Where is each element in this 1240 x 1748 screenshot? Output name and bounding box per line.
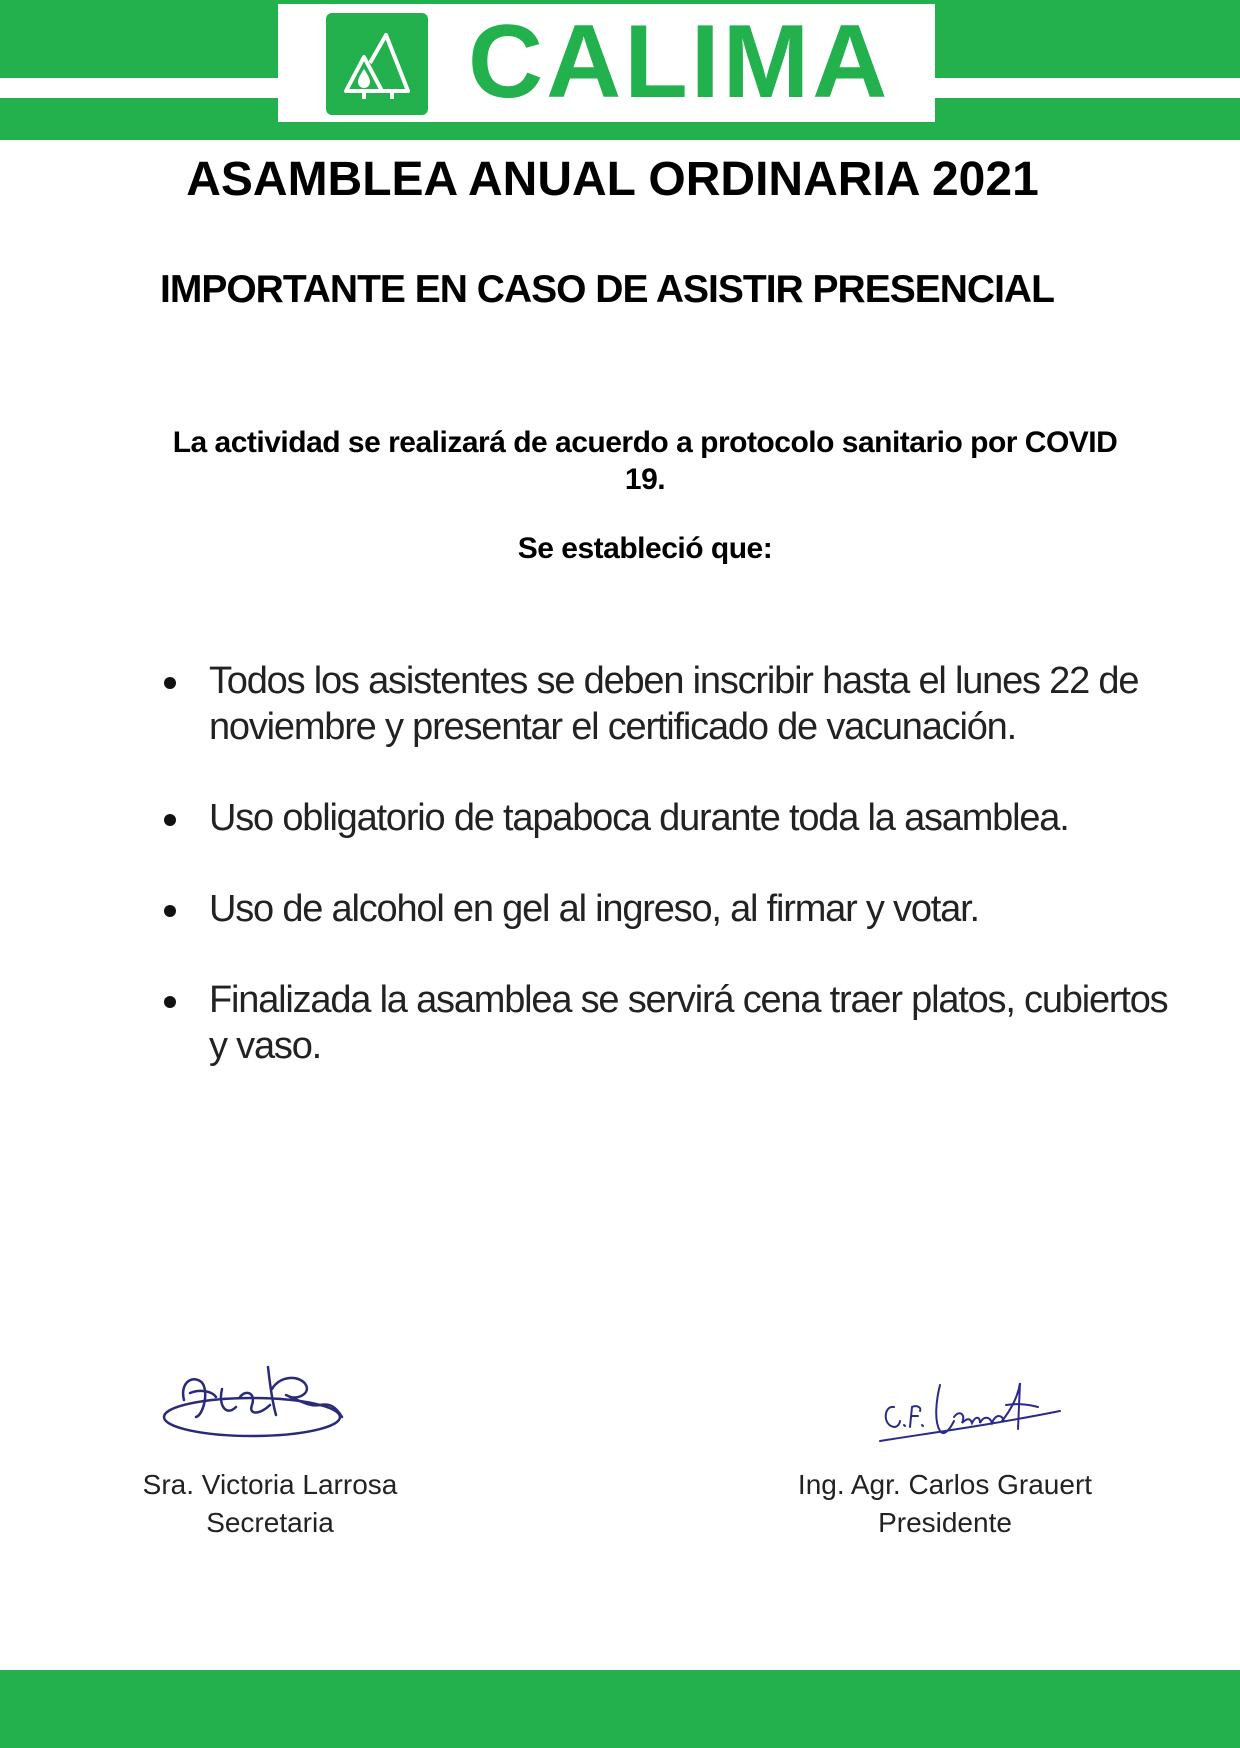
rules-list [160, 658, 1170, 1114]
list-item [160, 795, 1170, 841]
page-subtitle: IMPORTANTE EN CASO DE ASISTIR PRESENCIAL [160, 268, 1054, 311]
rule-text: Uso obligatorio de tapaboca durante toda la asamblea. [209, 797, 1069, 839]
signer-role: Secretaria [206, 1507, 334, 1538]
bullet-icon [164, 814, 176, 826]
established-heading: Se estableció que: [517, 532, 773, 565]
list-item [160, 658, 1170, 750]
rule-text: Finalizada la asamblea se servirá cena traer platos, cubiertos y vaso. [209, 979, 1168, 1067]
signer-name: Ing. Agr. Carlos Grauert [797, 1469, 1093, 1500]
bullet-icon [164, 996, 176, 1008]
rule-text: Todos los asistentes se deben inscribir hasta el lunes 22 de noviembre y presentar el certificado de vacunación. [209, 660, 1139, 748]
signature-right-image [870, 1345, 1070, 1450]
footer-band [0, 1670, 1240, 1748]
trees-droplet-icon [326, 13, 428, 115]
signature-right [780, 1466, 1110, 1542]
list-item [160, 977, 1170, 1069]
bullet-icon [164, 905, 176, 917]
signer-name: Sra. Victoria Larrosa [142, 1469, 398, 1500]
signer-role: Presidente [878, 1507, 1012, 1538]
signature-left-image [160, 1345, 370, 1445]
signature-left [120, 1466, 420, 1542]
rule-text: Uso de alcohol en gel al ingreso, al firmar y votar. [209, 888, 979, 930]
intro-text: La actividad se realizará de acuerdo a protocolo sanitario por COVID 19. [172, 426, 1118, 496]
bullet-icon [164, 677, 176, 689]
brand-wordmark: CALIMA [468, 4, 891, 120]
list-item [160, 886, 1170, 932]
brand-logo [278, 4, 935, 122]
page-title: ASAMBLEA ANUAL ORDINARIA 2021 [186, 153, 1039, 206]
